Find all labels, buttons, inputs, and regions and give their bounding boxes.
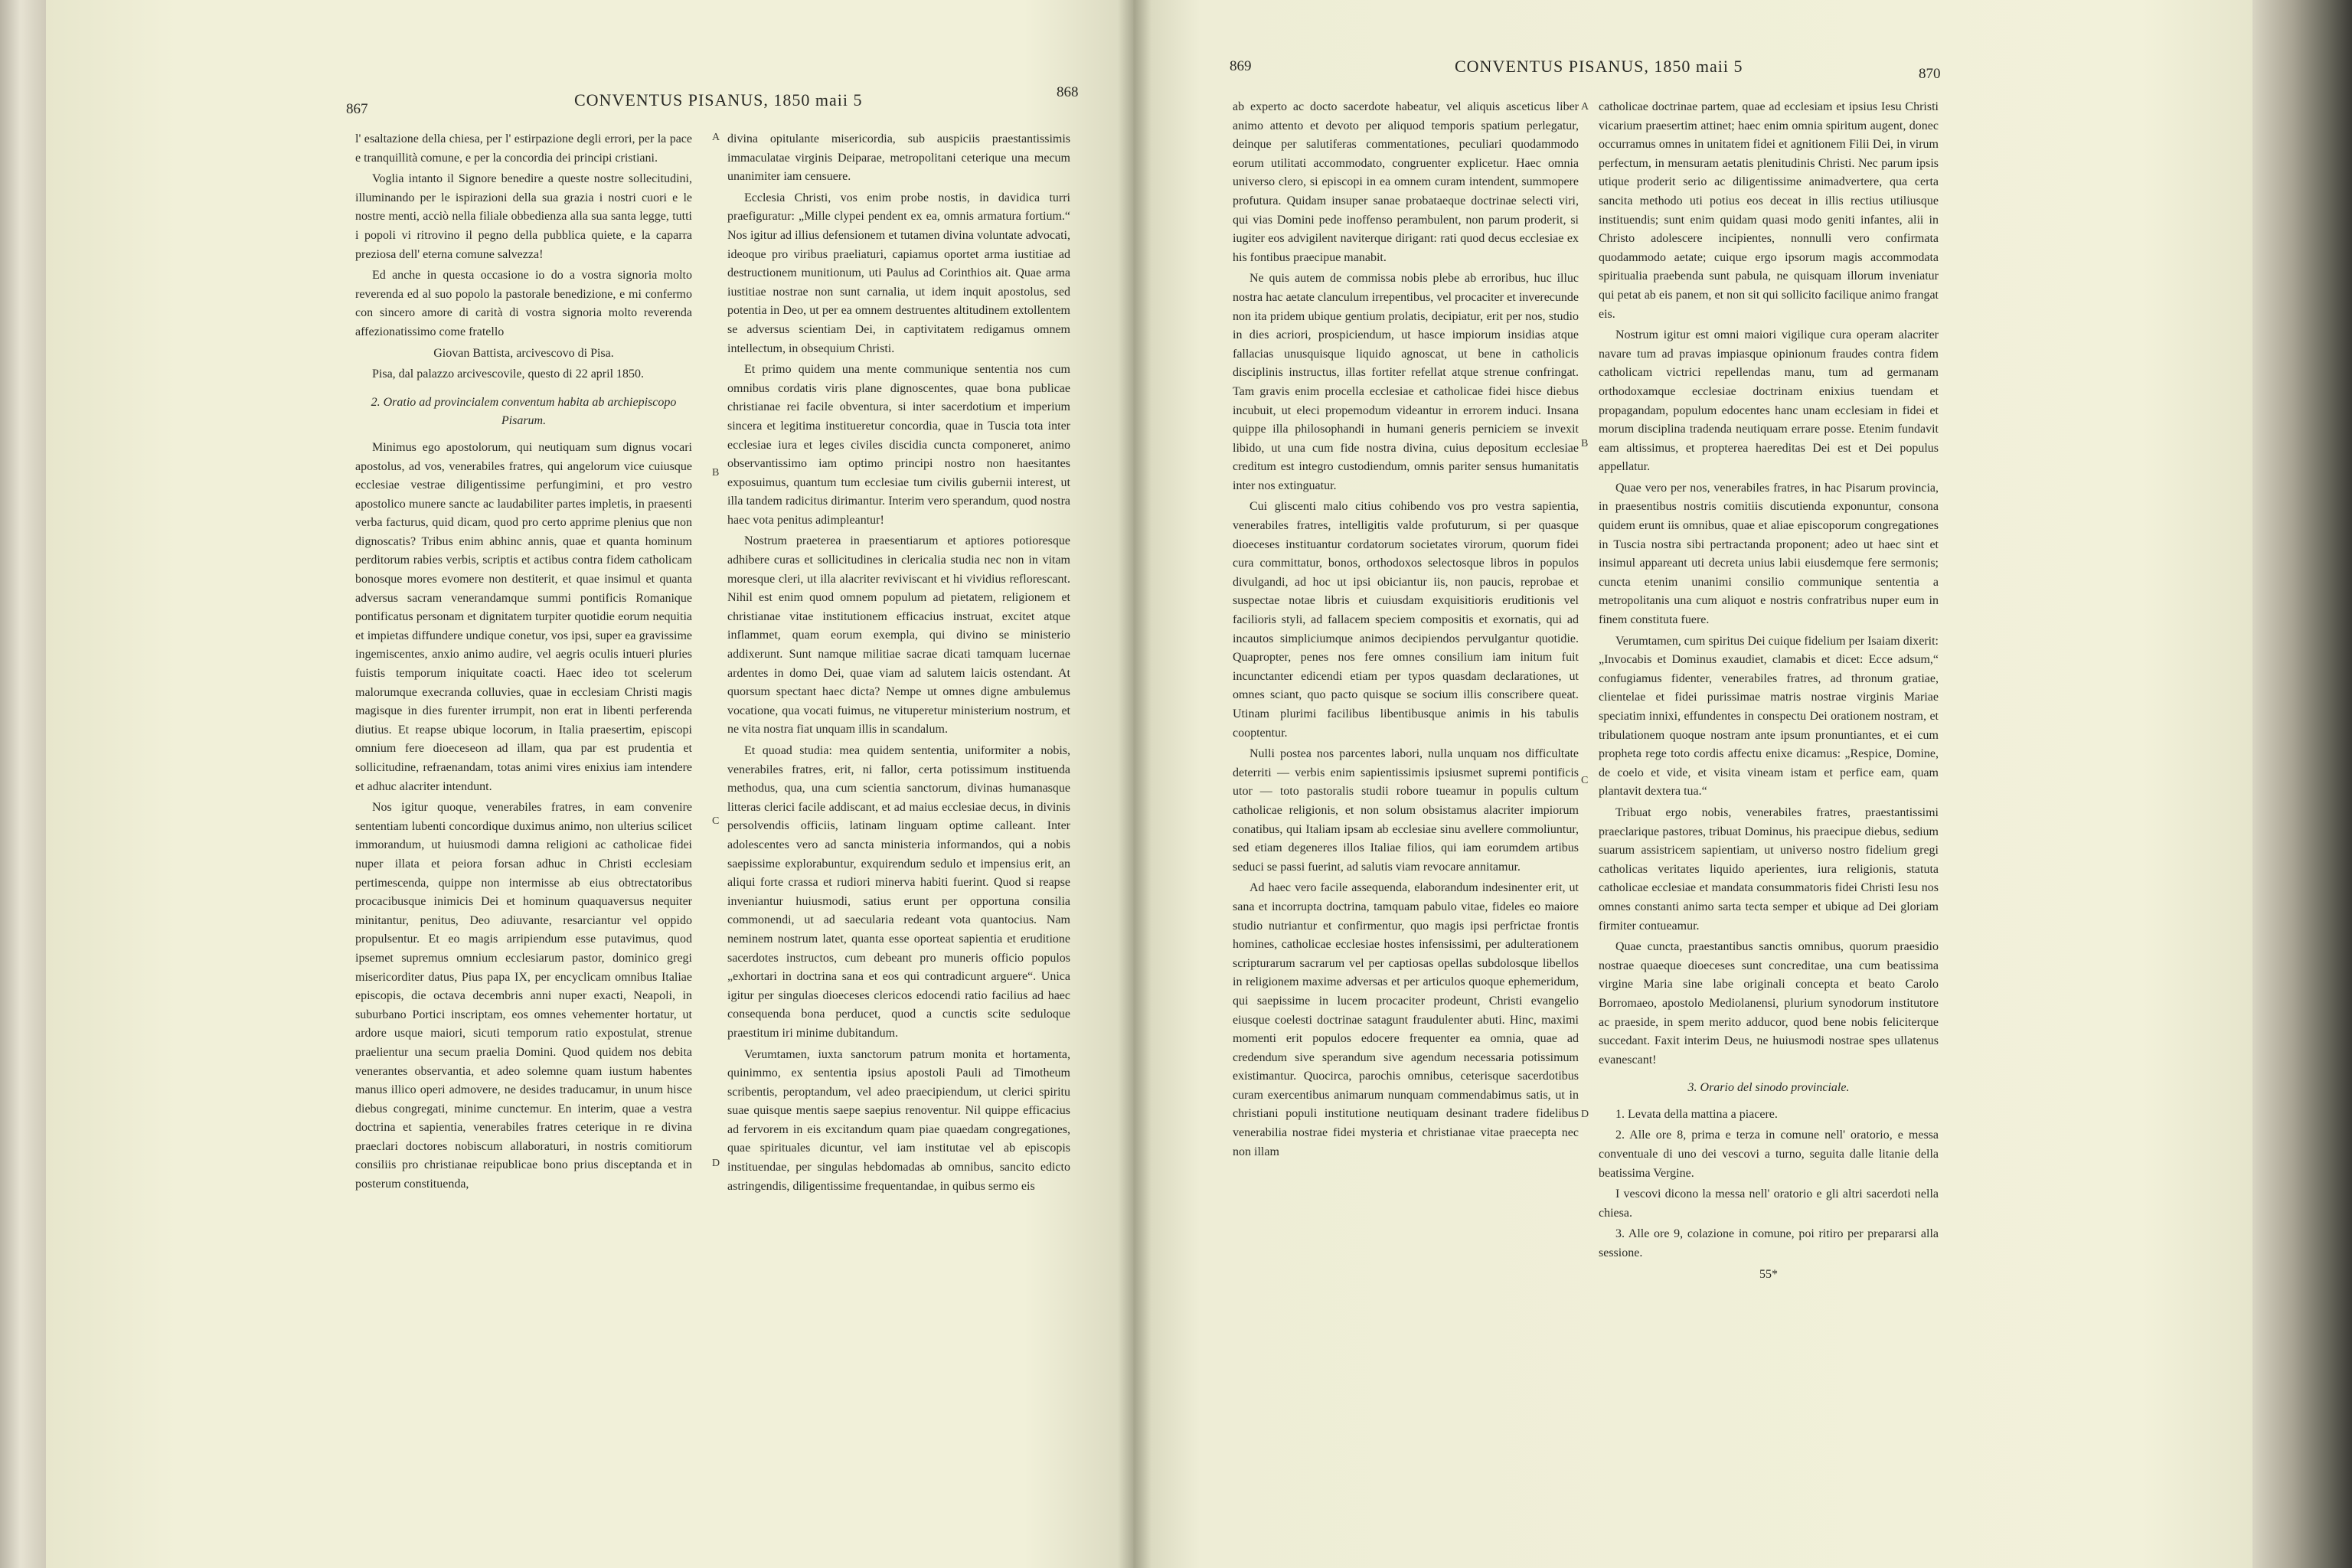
- running-title-right: CONVENTUS PISANUS, 1850 maii 5: [1455, 57, 1743, 76]
- paragraph: Minimus ego apostolorum, qui neutiquam sum dignus vocari apostolus, ad vos, venerabiles fratres, qui angelorum vice cuiusque ecclesiae vestrae diligentissime perfungimini, et pro vestro apostolico munere sancte ac laudabiliter partes impletis, in praesenti verba facturus, quid dicam, quod pro certo apprime plenius que non dignoscatis? Tribus enim abhinc annis, quae et quanta hominum perditorum rabies verbis, scriptis et actibus contra fidem catholicam bonosque mores evomere non destiterit, et quae insimul et quanta adversus sacram venerandamque summi pontificis Romanique pontificatus personam et dignitatem turpiter quotidie eorum nequitia et impietas diffundere undique conetur, vos ipsi, super ea gravissime ingemiscentes, anxio animo audire, vel aegris oculis intueri pluries fuistis temporum iniquitate coacti. Haec ideo tot scelerum malorumque execranda colluvies, quae in ecclesiam Christi magis magisque in dies furenter irrumpit, non erat in libenti perferenda diutius. Et reapse ubique locorum, in Italia praesertim, episcopi omnium fere dioecesеon ad illam, qua par est prudentia et sollicitudine, refraenandam, totas animi vires enixius iam intendere et adhuc alacriter intendunt.: [355, 440, 692, 793]
- page-number-right: 870: [1919, 66, 1941, 82]
- paragraph: Et primo quidem una mente communique sententia nos cum omnibus cordatis viris plane dignoscentes, quae bona publicae christianae rei facile obventura, si inter sacerdotium et imperium sincera et legitima institueretur concordia, quae in Tuscia tota inter ecclesiae iura et leges civiles discidia cuncta componeret, animo observantissimo iam optimo principi nostro non haesitantes exposuimus, quantum tum ecclesiae tum civilis gubernii interest, ut illa tandem radicitus dirimantur. Interim vero sperandum, quod nostra haec vota penitus adimpleantur!: [727, 363, 1070, 527]
- paragraph: Voglia intanto il Signore benedire a queste nostre sollecitudini, illuminando per le ispirazioni della sua grazia i nostri cuori e le nostre menti, acciò nella filiale obbedienza alla sua santa legge, tutti i popoli vi ritrovino il pegno della pubblica quiete, e la caparra preziosa dell' eterna comune salvezza!: [355, 172, 692, 261]
- margin-marker-a: A: [712, 132, 720, 143]
- column-number-869: 869: [1230, 58, 1252, 74]
- book-edge-left: [0, 0, 46, 1568]
- paragraph: catholicae doctrinae partem, quae ad ecclesiam et ipsius Iesu Christi vicarium praesertim attinet; haec enim omnia spiritum augent, donec occurramus omnes in unitatem fidei et agnitionem Filii Dei, in virum perfectum, in mensuram aetatis plenitudinis Christi. Nec parum ipsis utique proderit serio ac diligentissime animadvertere, qua certa sancita methodo uti potius eos deceat in illis rectius utiliusque instituendis; sunt enim quidam quasi modo geniti infantes, alii in Christo adolescere incipientes, nonnulli vero confirmata quodammodo aetate; cuique ergo ipsorum magis accommodata spiritualia praebenda sunt pabula, ne quisquam illorum inveniatur qui petat ab eis panem, et non sit qui sollicito facilique animo frangat eis.: [1599, 100, 1939, 321]
- paragraph: Nulli postea nos parcentes labori, nulla unquam nos difficultate deterriti — verbis enim sapientissimis ipsiusmet supremi pontificis utor — toto pastoralis studii robore tueamur in populis cultum catholicae religionis, et non solum obsistamus alacriter impiorum conatibus, qui Italiam ipsam ab ecclesiae sinu avellere commoliuntur, sed etiam degeneres illos Italiae filios, qui iam eorumdem artibus seduci se passi fuerint, ad salutis viam revocare annitamur.: [1233, 747, 1579, 874]
- left-page: [46, 0, 1133, 1568]
- paragraph: Nostrum praeterea in praesentiarum et aptiores potioresque adhibere curas et sollicitudines in clericalia studia nec non in vitam moresque cleri, ut illa alacriter reviviscant et hi vividius reflorescant. Nihil est enim quod omnem populum ad pietatem, religionem et christianae vitae institutionem efficacius instruat, excitet atque inflammet, quam eorum exempla, qui divino se ministerio addixerunt. Sunt namque militiae sacrae dicati tamquam lucernae ardentes in domo Dei, quae viam ad salutem laicis ostendant. At quorsum spectant haec dicta? Nempe ut omnes digne ambulemus vocatione, qua vocati fuimus, ne vituperetur ministerium nostrum, et ne vita nostra fiat unquam illis in scandalum.: [727, 534, 1070, 737]
- signature: Giovan Battista, arcivescovo di Pisa.: [433, 346, 614, 360]
- paragraph: Quae cuncta, praestantibus sanctis omnibus, quorum praesidio nostrae quaeque dioeceses sunt concreditae, una cum beatissima virgine Maria sine labe originali concepta et beato Carolo Borromaeo, apostolo Mediolanensi, plurium synodorum institutore ac praeside, in spem merito adducor, quod bene nobis feliciterque succedant. Faxit interim Deus, ne huiusmodi nostrae spes ullatenus evanescant!: [1599, 940, 1939, 1067]
- paragraph: Cui gliscenti malo citius cohibendo vos pro vestra sapientia, venerabiles fratres, intelligitis valde profuturum, si per quasque dioeceses instituantur cordatorum societates virorum, quorum fidei cura committatur, bonos, orthodoxos selectosque libros in populos divulgandi, ad hoc ut ipsi obiciantur iis, non paucis, reprobae et suspectae notae libris et cuiusdam exquisitioris eruditionis vel facilioris styli, ad fallacem speciem compositis et exornatis, qui ad incautos simpliciumque animos decipiendos pervulgantur quotidie. Quapropter, penes nos fere omnes consilium iam initum fuit incunctanter edicendi etiam per typos quasdam declarationes, ut omnes sciant, quo pacto quisque se socium illis conscribere queat. Utinam plurimi facilibus libentibusque animis in his tabulis cooptentur.: [1233, 500, 1579, 740]
- margin-marker-c: C: [712, 815, 720, 827]
- paragraph: Tribuat ergo nobis, venerabiles fratres, praestantissimi praeclarique pastores, tribuat Dominus, his praecipue diebus, sedium suarum assistricem sapientiam, ut universo nostro fidelium gregi catholicas veritates liquido aperientes, iura religionis, statuta catholicae ecclesiae et mandata consummatoris fidei Christi Iesu nos omnes constanti animo sarta tecta semper et ubique ad Dei gloriam firmiter contueamur.: [1599, 805, 1939, 933]
- book-edge-right: [2252, 0, 2352, 1568]
- column-868: [727, 130, 1070, 1198]
- schedule-item: 2. Alle ore 8, prima e terza in comune nell' oratorio, e messa conventuale di uno dei vescovi a turno, seguita dalle litanie della beatissima Vergine.: [1599, 1129, 1939, 1180]
- schedule-item: I vescovi dicono la messa nell' oratorio e gli altri sacerdoti nella chiesa.: [1599, 1187, 1939, 1220]
- paragraph: Verumtamen, cum spiritus Dei cuique fidelium per Isaiam dixerit: „Invocabis et Dominus exaudiet, clamabis et dicet: Ecce adsum,“ confugiamus fidenter, venerabiles fratres, ad thronum gratiae, clientelae et fidei purissimae matris nostrae virginis Mariae speciatim innixi, effundentes in conspectu Dei orationem nostram, et tribulationem quoque nostram ante ipsum pronuntiantes, et ei cum propheta rege toto cordis affectu enixe dicamus: „Respice, Domine, de coelo et vide, et visita vineam istam et perfice eam, quam plantavit dextera tua.“: [1599, 634, 1939, 799]
- section-heading: 3. Orario del sinodo provinciale.: [1687, 1081, 1850, 1095]
- column-870: [1599, 98, 1939, 1286]
- schedule-item: 1. Levata della mattina a piacere.: [1615, 1107, 1778, 1121]
- dateline: Pisa, dal palazzo arcivescovile, questo di 22 april 1850.: [372, 368, 645, 381]
- column-869: [1233, 98, 1579, 1164]
- paragraph: Ad haec vero facile assequenda, elaborandum indesinenter erit, ut sana et incorrupta doctrina, tamquam pabulo vitae, fideles eo maiore studio nutriantur et confirmentur, quo magis ipsi perfrictae frontis homines, catholicae ecclesiae hostes infensissimi, per adulterationem scripturarum sacrarum vel per captiosas opellas subdolosque libellos in religionem maxime adversas et per articulos quoque ephemeridum, qui saepissime in lucem procaciter prodeunt, Christi evangelio eiusque coelesti doctrinae satagunt fraudulenter abuti. Hinc, maximi momenti erit populos edocere frequenter ea omnia, quae ad credendum sive sperandum sive agendum necessaria potissimum existimantur. Quocirca, parochis omnibus, ceterisque sacerdotibus curam exercentibus animarum nunquam commendabimus satis, ut in christiani populi institutione neutiquam desinant tradere fidelibus venerabilia nostrae fidei mysteria et christianae vitae praecepta nec non illam: [1233, 881, 1579, 1158]
- paragraph: Ed anche in questa occasione io do a vostra signoria molto reverenda ed al suo popolo la pastorale benedizione, e mi confermo con sincero amore di carità di vostra signoria molto reverenda affezionatissimo come fratello: [355, 269, 692, 338]
- paragraph: divina opitulante misericordia, sub auspiciis praestantissimis immaculatae virginis Deiparae, metropolitani ceterique una mecum unanimiter iam censuere.: [727, 132, 1070, 184]
- margin-marker-a-right: A: [1581, 101, 1589, 113]
- margin-marker-b-right: B: [1581, 438, 1589, 449]
- running-title-left: CONVENTUS PISANUS, 1850 maii 5: [574, 90, 863, 109]
- column-number-868: 868: [1057, 84, 1079, 100]
- page-number-left: 867: [346, 101, 368, 117]
- paragraph: Nos igitur quoque, venerabiles fratres, in eam convenire sententiam lubenti concordique duximus animo, non ulterius scilicet immorandum, ut huiusmodi damna religioni ac catholicae fidei nuper illata et peiora forsan adhuc in Christi ecclesiam pertimescenda, quippe non intermisse ab eius obtrectatoribus procacibusque inimicis Dei et hominum quaquaversus nequiter minitantur, penitus, Deo adiuvante, resarciantur vel oppido propulsentur. Et eo magis arripiendum esse putavimus, quod ipsemet supremus omnium ecclesiarum pastor, dominico gregi misericorditer datus, Pius papa IX, per encyclicam omnibus Italiae episcopis, die octava decembris anni nuper exacti, Neapoli, in suburbano Portici inscriptam, eos omnes vehementer hortatur, ut ardore usque maiori, sicuti temporum ratio expostulat, strenue praelientur una secum praelia Domini. Quod quidem nos debita venerantes observantia, et adeo solemne quam iustum habentes manus illico operi admovere, ne desides traducamur, in unum hisce diebus congregati, minime cunctemur. En interim, quae a vestra doctrina et sapientia, venerabiles fratres ceterique in re divina praeclari doctores nobiscum allaboraturi, in nostris comitiorum consiliis pro christianae reipublicae bono prius disceptanda et in posterum constituenda,: [355, 801, 692, 1191]
- paragraph: l' esaltazione della chiesa, per l' estirpazione degli errori, per la pace e tranquillità comune, e per la concordia dei principi cristiani.: [355, 132, 692, 165]
- book-gutter: [1118, 0, 1152, 1568]
- paragraph: Ne quis autem de commissa nobis plebe ab erroribus, huc illuc nostra hac aetate clanculum irrepentibus, vel procaciter et inverecunde non ita pridem ubique gentium prolatis, decipiatur, erit per nos, studio in dies acriori, prospiciendum, ut hasce impiorum insidias atque fallacias unusquisque liquido agnoscat, ut bene in catholicis disciplinis instructus, illas fortiter refellat atque strenue confringat. Tam gravis enim procella ecclesiae et catholicae fidei hisce diebus incubuit, ut eleci propemodum videantur in errorem induci. Insana quippe illa philosophandi in humani generis perniciem se invexit libido, ut una cum fide nostra divina, cuius depositum ecclesiae creditum est integro custodiendum, omnis pariter sensus humanitatis inter nos extinguatur.: [1233, 272, 1579, 492]
- margin-marker-c-right: C: [1581, 775, 1589, 786]
- paragraph: ab experto ac docto sacerdote habeatur, vel aliquis asceticus liber animo attento et devoto per aliquod temporis spatium perlegatur, deinque per salutiferas commentationes, peculiari quodammodo eorum utilitati accommodato, congruenter explicetur. Haec omnia universo clero, si episcopi in ea omnem curam intendent, summopere profutura. Quidam insuper sanae probataeque doctrinae selecti viri, qui vias Domini pede inoffenso perambulent, non parum proderit, si iugiter eos advigilent naviterque dirigant: rati quod decus ecclesiae ex his fontibus praecipue manabit.: [1233, 100, 1579, 264]
- margin-marker-d-right: D: [1581, 1109, 1589, 1120]
- margin-marker-b: B: [712, 467, 720, 479]
- signature-mark: 55*: [1759, 1267, 1778, 1281]
- paragraph: Et quoad studia: mea quidem sententia, uniformiter a nobis, venerabiles fratres, erit, ni fallor, certa potissimum instituenda methodus, qua, una cum scientia sanctorum, divinas humanasque litteras clerici facile addiscant, et ad maius ecclesiae decus, in divinis persolvendis officiis, latinam linguam optime calleant. Inter adolescentes vero ad sancta ministeria informandos, qui a nobis saepissime explorabuntur, exquirendum sedulo et impensius erit, an aliqui forte crassa et rudiori minerva habiti fuerint. Quod si reapse invenіantur huiusmodi, satius erunt per opportuna consilia commonendi, ut ad saecularia redeant vota quantocius. Nam neminem nostrum latet, quanta esse oporteat sapientia et eruditione sacerdotes instructos, cum debeant pro muneris officio populos „exhortari in doctrina sana et eos qui contradicunt arguere“. Unica igitur per singulas dioeceses clericos edocendi ratio facilius ad haec consequenda bona perducet, quod a cunctis scite seduloque praestitum iri minime dubitandum.: [727, 744, 1070, 1040]
- section-heading: 2. Oratio ad provincialem conventum habita ab archiepiscopo Pisarum.: [371, 395, 677, 428]
- paragraph: Nostrum igitur est omni maiori vigilique cura operam alacriter navare tum ad pravas impiasque opinionum fraudes contra fidem catholicam victrici repellendas manu, tum ad germanam orthodoxamque ecclesiae doctrinam enixius tuendam et propagandam, populum edocentes hanc unam ecclesiam in fidei et morum disciplina tradenda neutiquam errare posse. Etenim fundavit eam altissimus, et propterea haereditas Dei est et Dei populus appellatur.: [1599, 328, 1939, 474]
- column-867: [355, 130, 692, 1197]
- margin-marker-d: D: [712, 1158, 720, 1169]
- paragraph: Ecclesia Christi, vos enim probe nostis, in davidica turri praefiguratur: „Mille clypei pendent ex ea, omnis armatura fortium.“ Nos igitur ad illius defensionem et tutamen divina voluntate advocati, ideoque pro viribus praeliaturi, capiamus oportet arma iustitiae ad destructionem munitionum, uti Paulus ad Corinthios ait. Quae arma iustitiae nostrae non sunt carnalia, ut idem inquit apostolus, sed potentia in Deo, ut per ea omnem destruentes altitudinem extollentem se adversus scientiam Dei, in captivitatem redigamus omnem intellectum, in obsequium Christi.: [727, 191, 1070, 355]
- paragraph: Quae vero per nos, venerabiles fratres, in hac Pisarum provincia, in praesentibus nostris comitiis discutienda exponuntur, consona quidem erunt iis omnibus, quae et aliae episcoporum congregationes in Tuscia nostra sibi pertractanda proponent; adeo ut haec sint et insimul appareant uti decreta unius labii eiusdemque fere sermonis; cuncta etenim unanimi consilio communique sententia a metropolitanis una cum aliquot e nostris confratribus nuper eum in finem constituta fuere.: [1599, 481, 1939, 627]
- right-page: [1133, 0, 2252, 1568]
- paragraph: Verumtamen, iuxta sanctorum patrum monita et hortamenta, quinimmo, ex sententia ipsius apostoli Pauli ad Timotheum scribentis, peroptandum, vel adeo praecipiendum, ut clerici spiritu suae quisque mentis saepe saepius renoventur. Nil quippe efficacius ad fervorem in eis excitandum quam piae quaedam congregationes, quae spirituales dicuntur, vel iam institutae vel ab episcopis instituendae, per singulas hebdomadas ab omnibus, sancito edicto astringendis, diligentissime frequentandae, in quibus sermo eis: [727, 1047, 1070, 1193]
- schedule-item: 3. Alle ore 9, colazione in comune, poi ritiro per prepararsi alla sessione.: [1599, 1227, 1939, 1260]
